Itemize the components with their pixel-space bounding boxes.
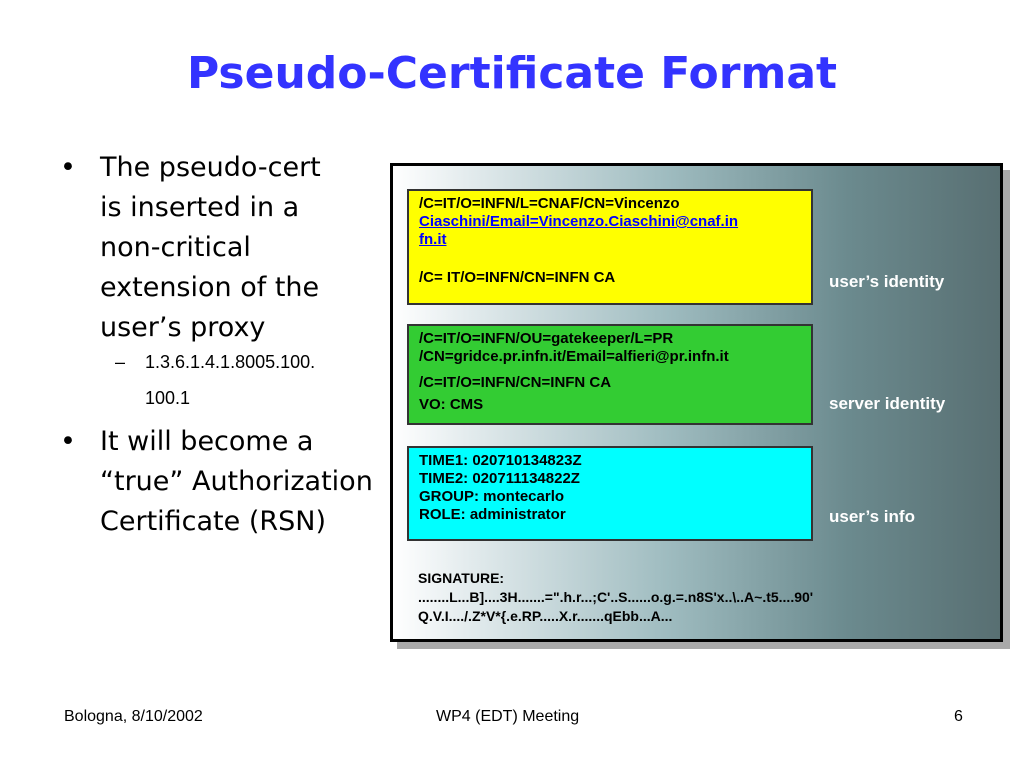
server-identity-label: server identity [829, 394, 946, 413]
server-subject-line-cont: /CN=gridce.pr.infn.it/Email=alfieri@pr.infn.it [419, 348, 729, 365]
sub-bullet-line: 1.3.6.1.4.1.8005.100. [145, 352, 316, 372]
group-line: GROUP: montecarlo [419, 488, 565, 505]
slide-title: Pseudo-Certificate Format [186, 48, 838, 99]
time2-line: TIME2: 020711134822Z [419, 470, 580, 487]
user-email-link-cont[interactable]: fn.it [419, 231, 447, 248]
server-identity-box [407, 324, 813, 425]
user-identity-box [407, 189, 813, 305]
user-identity-label: user’s identity [829, 272, 945, 291]
bullet-line: is inserted in a [100, 192, 300, 223]
bullet-line: The pseudo-cert [100, 152, 321, 183]
bullet-marker: • [60, 152, 76, 183]
bullet-item [60, 148, 390, 348]
bullet-line: extension of the [100, 272, 320, 303]
bullet-line: It will become a [100, 426, 314, 457]
bullet-marker: • [60, 426, 76, 457]
user-issuer-line: /C= IT/O=INFN/CN=INFN CA [419, 269, 616, 286]
bullet-list [60, 148, 390, 542]
role-line: ROLE: administrator [419, 506, 566, 523]
time1-line: TIME1: 020710134823Z [419, 452, 582, 469]
footer-meeting: WP4 (EDT) Meeting [436, 708, 580, 725]
sub-bullet-line: 100.1 [145, 388, 191, 408]
user-info-box [407, 446, 813, 541]
bullet-line: Certificate (RSN) [100, 506, 326, 537]
signature-label: SIGNATURE: [418, 570, 505, 586]
server-subject-line: /C=IT/O=INFN/OU=gatekeeper/L=PR [419, 330, 674, 347]
signature-block [418, 569, 988, 626]
user-subject-line: /C=IT/O=INFN/L=CNAF/CN=Vincenzo [419, 195, 680, 212]
user-email-link[interactable]: Ciaschini/Email=Vincenzo.Ciaschini@cnaf.in [419, 213, 739, 230]
user-info-label: user’s info [829, 507, 915, 526]
slide-number: 6 [954, 708, 963, 725]
signature-line: Q.V.I..../.Z*V*{.e.RP.....X.r.......qEbb...A... [418, 608, 673, 624]
bullet-line: non-critical [100, 232, 251, 263]
footer-location-date: Bologna, 8/10/2002 [64, 708, 203, 725]
certificate-diagram [390, 163, 1003, 642]
sub-bullet-item [60, 344, 390, 416]
server-issuer-line: /C=IT/O=INFN/CN=INFN CA [419, 374, 612, 391]
signature-line: ........L...B]....3H.......=".h.r...;C'..S......o.g.=.n8S'x..\..A~.t5....90' [418, 589, 814, 605]
sub-bullet-marker: – [115, 352, 126, 372]
bullet-line: user’s proxy [100, 312, 266, 343]
bullet-line: “true” Authorization [100, 466, 373, 497]
bullet-item [60, 422, 390, 542]
vo-line: VO: CMS [419, 396, 484, 413]
